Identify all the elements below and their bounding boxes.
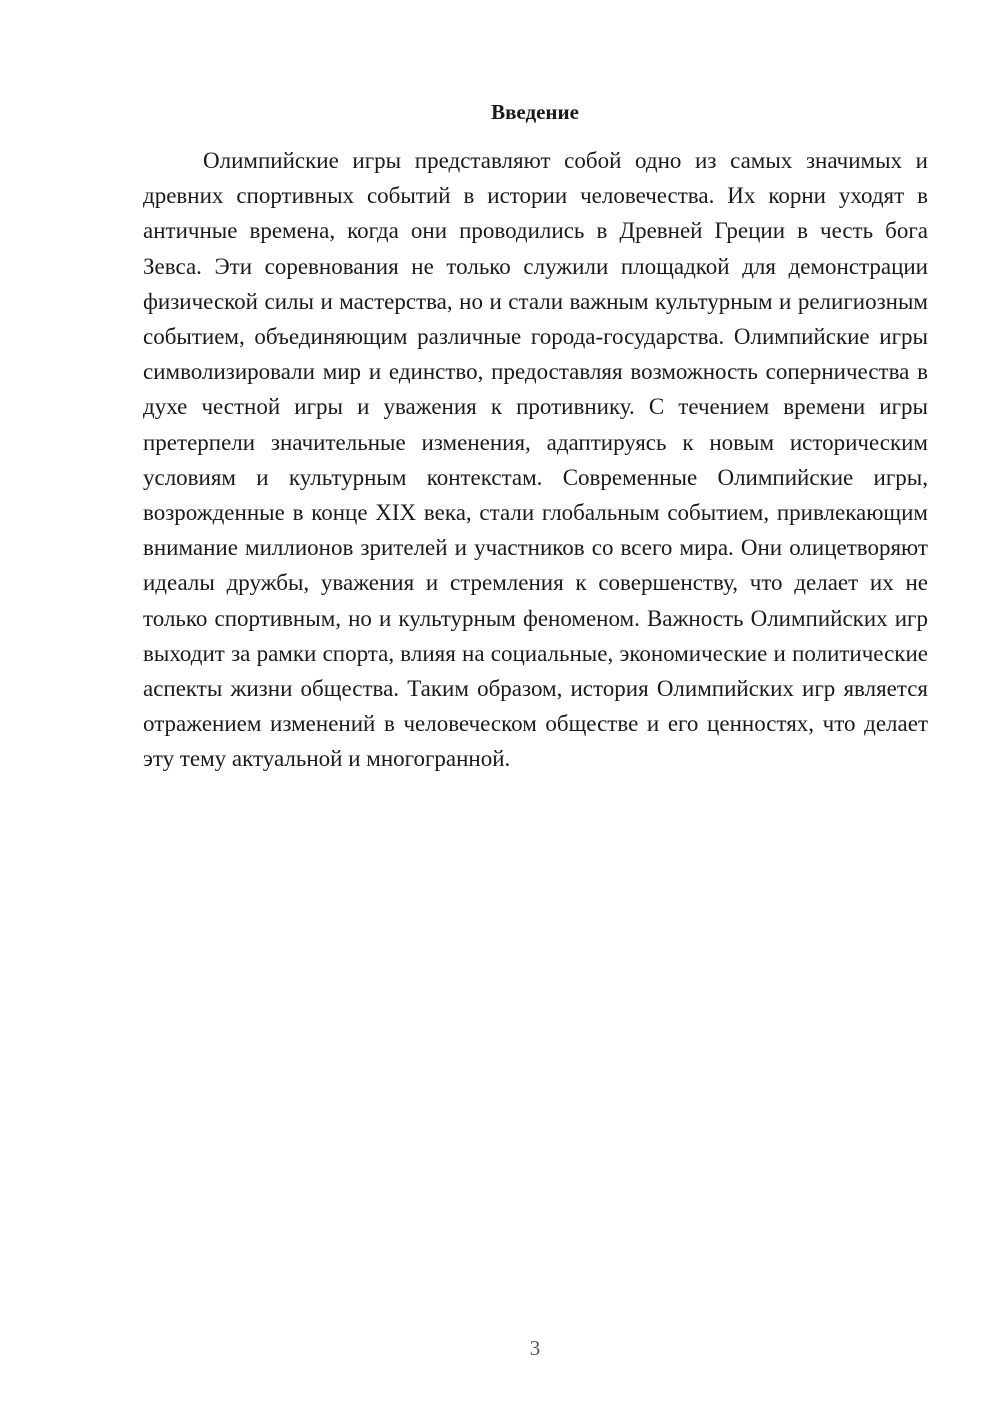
page-number: 3 xyxy=(529,1336,541,1360)
section-heading: Введение xyxy=(491,100,579,124)
introduction-paragraph: Олимпийские игры представляют собой одно из самых значимых и древних спортивных событий в истории человечества. Их корни уходят в античные времена, когда они проводились в Древней Греции в честь бога Зевса. Эти соревнования не только служили площадкой для демонстрации физической силы и мастерства, но и стали важным культурным и религиозным событием, объединяющим различные города-государства. Олимпийские игры символизировали мир и единство, предоставляя возможность соперничества в духе честной игры и уважения к противнику. С течением времени игры претерпели значительные изменения, адаптируясь к новым историческим условиям и культурным контекстам. Современные Олимпийские игры, возрожденные в конце XIX века, стали глобальным событием, привлекающим внимание миллионов зрителей и участников со всего мира. Они олицетворяют идеалы дружбы, уважения и стремления к совершенству, что делает их не только спортивным, но и культурным феноменом. Важность Олимпийских игр выходит за рамки спорта, влияя на социальные, экономические и политические аспекты жизни общества. Таким образом, история Олимпийских игр является отражением изменений в человеческом обществе и его ценностях, что делает эту тему актуальной и многогранной. xyxy=(143,148,928,772)
